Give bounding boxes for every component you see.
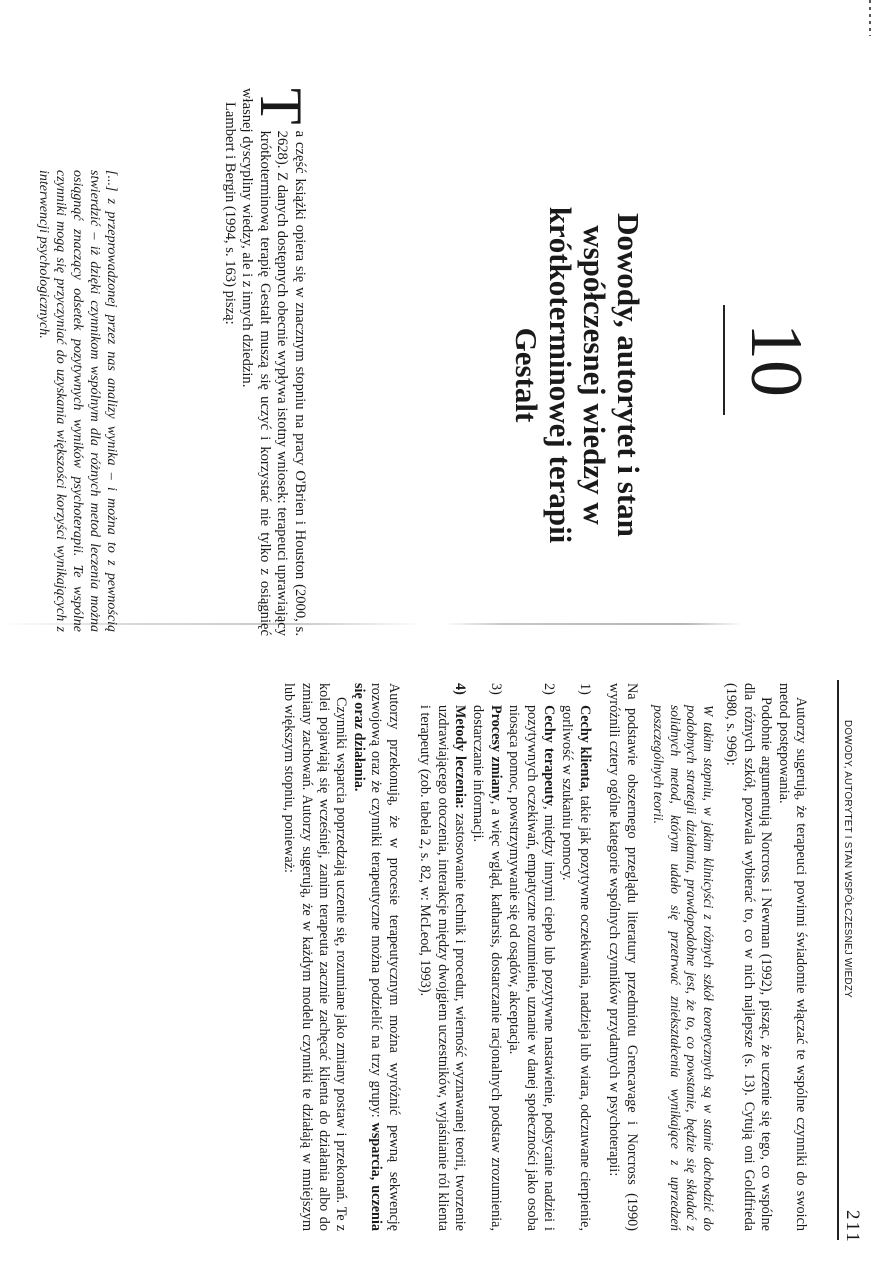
list-term: Metody leczenia: [451,705,468,809]
chapter-number: 10 [735,323,817,397]
list-item [505,683,557,1231]
scan-artifact [869,0,871,36]
chapter-rule [723,305,725,415]
page-number: 211 [842,1210,863,1244]
list-number: 3) [487,683,504,695]
header-rule [837,680,839,1240]
emphasis: wsparcia, uczenia się oraz działania. [350,683,385,1231]
paragraph: Podobnie argumentują Norcross i Newman (1992), pisząc, że uczenie się tego, co wspólne dla różnych szkół, pozwala wybierać to, co w nich najlepsze (s. 13). Cytują oni Goldfrieda (1980, s. 996): [723,683,775,1231]
list-number: 4) [451,683,468,695]
intro-paragraph-2: Lambert i Bergin (1994, s. 163) piszą: [222,102,238,325]
list-text: , takie jak pozytywne oczekiwania, nadzieja lub wiara, odczuwane cierpienie, gorliwość w szukaniu pomocy. [559,705,593,1231]
list-item [416,683,468,1231]
paragraph: Na podstawie obszernego przeglądu literatury przedmiotu Grencavage i Norcross (1990) wyróżnili cztery ogólne kategorie wspólnych czynników przydatnych w psychoterapii: [606,683,640,1231]
running-head: DOWODY, AUTORYTET I STAN WSPÓŁCZESNEJ WIEDZY [842,720,853,998]
intro-text: a część książki opiera się w znacznym stopniu na pracy O'Brien i Houston (2000, s. 2628). Z danych dostępnych obecnie wypływa istotny wniosek: terapeuci uprawiający krótkoterminową terapię Gestalt muszą się uczyć i korzystać nie tylko z osiągnięć własnej dyscypliny wiedzy, ale i z innych dziedzin. [239,88,308,636]
block-quote: [...] z przeprowadzonej przez nas analizy wynika – i można to z pewnością stwierdzić – iż dzięki czynnikom wspólnym dla różnych metod leczenia można osiągnąć znaczący odsetek pozytywnych wyników psychoterapii. Te wspólne czynniki mogą się przyczyniać do uzyskania większości korzyści wynikających z interwencji psychologicznych. [36,170,119,632]
paragraph: Czynniki wsparcia poprzedzają uczenie się, rozumiane jako zmiany postaw i przekonań. Te z kolei pojawiają się wcześniej, zanim terapeuta zacznie zachęcać klienta do działania albo do zmiany zachowań. Autorzy sugerują, że w każdym modelu czynniki te działają w mniejszym lub większym stopniu, ponieważ: [281,683,350,1231]
chapter-title: Dowody, autorytet i stan współczesnej wiedzy w krótkoterminowej terapii Gestalt [509,206,646,544]
page-body [280,683,809,1231]
list-text: zastosowanie technik i procedur, wierność wyznawanej teorii, tworzenie uzdrawiającego otoczenia, interakcje między dwojgiem uczestników, wyjaśnianie ról klienta i terapeuty (zob. tabela 2, s. 82, w: McLeod, 1993). [417,705,468,1231]
list-item [469,683,504,1231]
block-quote: W takim stopniu, w jakim klinicyści z różnych szkół teoretycznych są w stanie dochodzić do podobnych strategii działania, prawdopodobne jest, że to, co powstanie, będzie się składać z solidnych metod, którym udało się przetrwać zniekształcenia wynikające z uprzedzeń poszczególnych teorii. [651,705,716,1231]
list-text: , a więc wgląd, katharsis, dostarczanie racjonalnych podstaw zrozumienia, dostarczanie informacji. [470,705,504,1231]
list-term: Cechy terapeuty [540,705,557,807]
chapter-intro [221,88,314,636]
drop-cap: T [248,88,314,125]
paragraph: Autorzy sugerują, że terapeuci powinni świadomie włączać te wspólne czynniki do swoich metod postępowania. [775,683,809,1231]
factor-list [416,683,593,1231]
paragraph [350,683,402,1231]
list-term: Procesy zmiany [487,705,504,801]
intro-paragraph [238,88,314,636]
list-term: Cechy klienta [576,705,593,789]
list-number: 2) [540,683,557,695]
list-item [558,683,593,1231]
list-text: , między innymi ciepło lub pozytywne nastawienie, podsycanie nadziei i pozytywnych oczekiwań, empatyczne rozumienie, uznanie w danej społeczności jako osoba niosąca pomoc, powstrzymywanie się od osądów, akceptacja. [506,705,557,1231]
paragraph-text: Autorzy przekonują, że w procesie terapeutycznym można wyróżnić pewną sekwencję rozwojową oraz że czynniki terapeutyczne można podzielić na trzy grupy: [368,683,402,1231]
page-fold-shadow [443,623,743,625]
list-number: 1) [576,683,593,695]
